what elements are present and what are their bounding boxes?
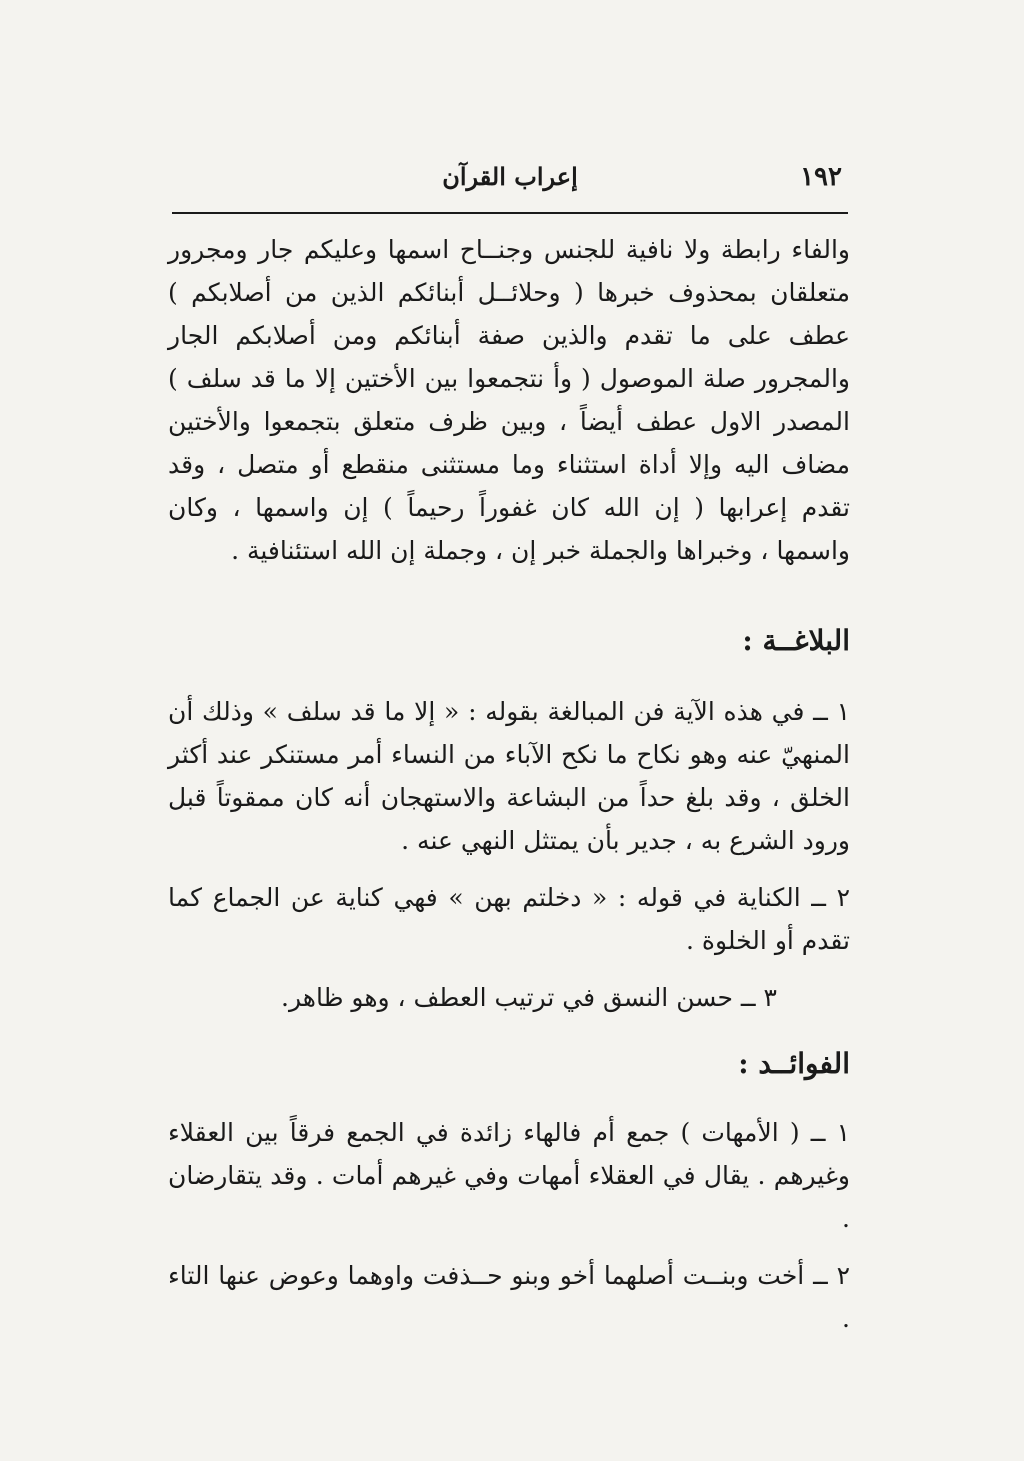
irab-paragraph: والفاء رابطة ولا نافية للجنس وجنــاح اسمها وعليكم جار ومجرور متعلقان بمحذوف خبرها ( وحلائــل أبنائكم الذين من أصلابكم ) عطف على ما تقدم والذين صفة أبنائكم ومن أصلابكم الجار والمجرور صلة الموصول ( وأ نتجمعوا بين الأختين إلا ما قد سلف ) المصدر الاول عطف أيضاً ، وبين ظرف متعلق بتجمعوا والأختين مضاف اليه وإلا أداة استثناء وما مستثنى منقطع أو متصل ، وقد تقدم إعرابها ( إن الله كان غفوراً رحيماً ) إن واسمها ، وكان واسمها ، وخبراها والجملة خبر إن ، وجملة إن الله استئنافية . [168,235,850,565]
page-body [168,228,850,1340]
page-number: ١٩٢ [800,162,842,192]
fawaid-point-2: ٢ ــ أخت وبنــت أصلهما أخو وبنو حــذفت واوهما وعوض عنها التاء . [168,1261,850,1333]
fawaid-point-1: ١ ــ ( الأمهات ) جمع أم فالهاء زائدة في الجمع فرقاً بين العقلاء وغيرهم . يقال في العقلاء أمهات وفي غيرهم أمات . وقد يتقارضان . [168,1118,851,1233]
book-title: إعراب القرآن [442,162,578,191]
header-divider [172,212,848,214]
balagha-point-3: ٣ ــ حسن النسق في ترتيب العطف ، وهو ظاهر. [281,983,777,1012]
running-header [172,160,848,200]
balagha-point-2: ٢ ــ الكناية في قوله : « دخلتم بهن » فهي كناية عن الجماع كما تقدم أو الخلوة . [168,883,850,955]
fawaid-heading: الفوائــد : [738,1047,850,1080]
balagha-heading: البلاغــة : [742,624,850,657]
balagha-point-1: ١ ــ في هذه الآية فن المبالغة بقوله : « إلا ما قد سلف » وذلك أن المنهيّ عنه وهو نكاح ما نكح الآباء من النساء أمر مستنكر عند أكثر الخلق ، وقد بلغ حداً من البشاعة والاستهجان أنه كان ممقوتاً قبل ورود الشرع به ، جدير بأن يمتثل النهي عنه . [168,697,850,855]
